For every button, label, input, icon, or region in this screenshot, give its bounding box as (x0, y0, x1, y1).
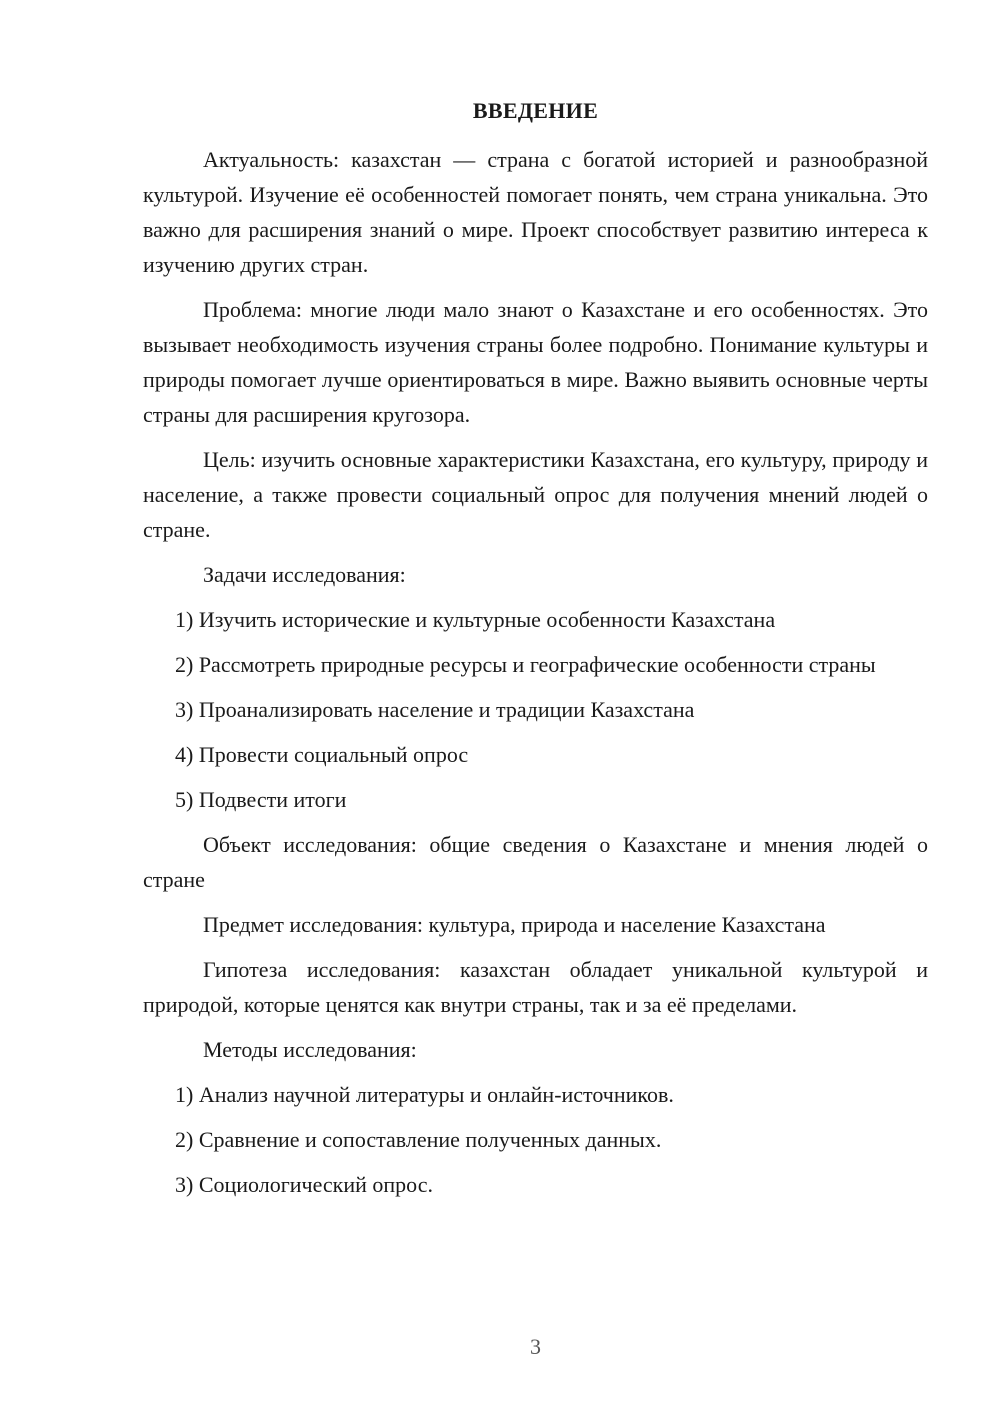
page-number: 3 (530, 1334, 541, 1359)
paragraph-object: Объект исследования: общие сведения о Казахстане и мнения людей о стране (143, 832, 928, 892)
task-item: 2) Рассмотреть природные ресурсы и географические особенности страны (175, 652, 876, 677)
task-item: 4) Провести социальный опрос (175, 742, 469, 767)
methods-heading: Методы исследования: (203, 1037, 417, 1062)
method-item: 1) Анализ научной литературы и онлайн-источников. (175, 1082, 674, 1107)
document-page (143, 0, 928, 1414)
document-body (143, 142, 928, 1212)
tasks-heading: Задачи исследования: (203, 562, 406, 587)
paragraph-relevance: Актуальность: казахстан — страна с богатой историей и разнообразной культурой. Изучение её особенностей помогает понять, чем страна уникальна. Это важно для расширения знаний о мире. Проект способствует развитию интереса к изучению других стран. (143, 147, 928, 277)
task-item: 1) Изучить исторические и культурные особенности Казахстана (175, 607, 776, 632)
method-item: 2) Сравнение и сопоставление полученных данных. (175, 1127, 662, 1152)
task-item: 5) Подвести итоги (175, 787, 347, 812)
method-item: 3) Социологический опрос. (175, 1172, 433, 1197)
paragraph-goal: Цель: изучить основные характеристики Казахстана, его культуру, природу и население, а также провести социальный опрос для получения мнений людей о стране. (143, 447, 928, 542)
task-item: 3) Проанализировать население и традиции Казахстана (175, 697, 695, 722)
paragraph-hypothesis: Гипотеза исследования: казахстан обладает уникальной культурой и природой, которые ценятся как внутри страны, так и за её пределами. (143, 957, 928, 1017)
paragraph-problem: Проблема: многие люди мало знают о Казахстане и его особенностях. Это вызывает необходимость изучения страны более подробно. Понимание культуры и природы помогает лучше ориентироваться в мире. Важно выявить основные черты страны для расширения кругозора. (143, 297, 928, 427)
page-title: ВВЕДЕНИЕ (472, 98, 599, 123)
paragraph-subject: Предмет исследования: культура, природа и население Казахстана (203, 912, 826, 937)
